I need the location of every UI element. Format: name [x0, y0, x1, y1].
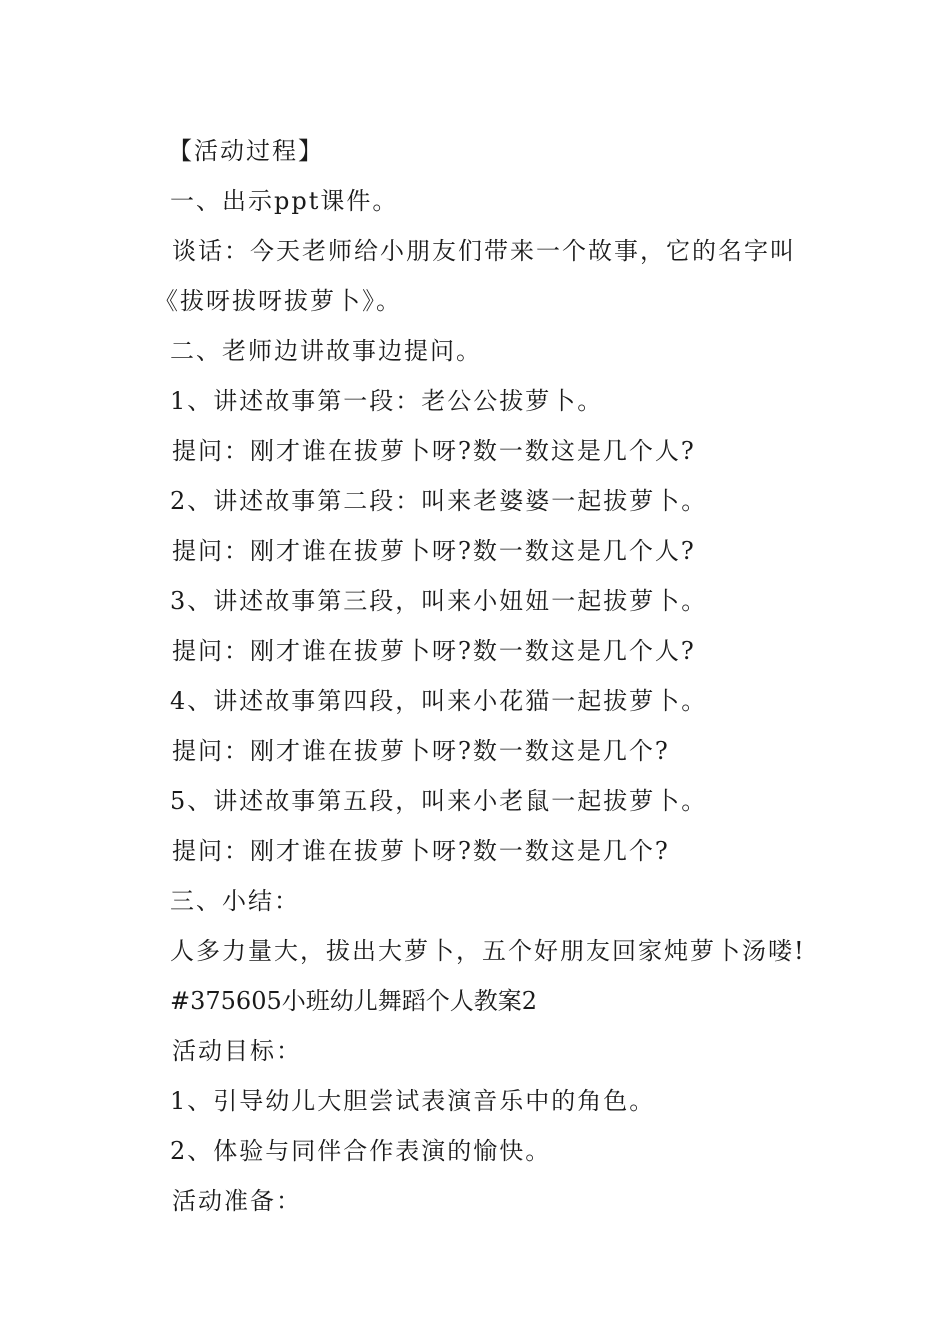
text-line: 《拔呀拔呀拔萝卜》。: [154, 287, 402, 315]
text-line: 二、老师边讲故事边提问。: [170, 337, 482, 365]
text-line: 1、讲述故事第一段：老公公拔萝卜。: [170, 387, 604, 415]
text-line: 谈话：今天老师给小朋友们带来一个故事，它的名字叫: [172, 237, 796, 265]
text-line: 提问：刚才谁在拔萝卜呀?数一数这是几个?: [172, 837, 670, 865]
text-line: 一、出示ppt课件。: [170, 187, 399, 215]
text-line: 2、体验与同伴合作表演的愉快。: [170, 1137, 552, 1165]
text-line: 提问：刚才谁在拔萝卜呀?数一数这是几个人?: [172, 537, 696, 565]
document-title: #375605小班幼儿舞蹈个人教案2: [170, 987, 537, 1015]
text-line: 3、讲述故事第三段，叫来小妞妞一起拔萝卜。: [170, 587, 708, 615]
text-line: 提问：刚才谁在拔萝卜呀?数一数这是几个人?: [172, 437, 696, 465]
text-line: 活动目标：: [172, 1037, 302, 1065]
text-line: 提问：刚才谁在拔萝卜呀?数一数这是几个?: [172, 737, 670, 765]
text-line: 人多力量大，拔出大萝卜，五个好朋友回家炖萝卜汤喽!: [170, 937, 806, 965]
text-line: 1、引导幼儿大胆尝试表演音乐中的角色。: [170, 1087, 656, 1115]
text-line: 提问：刚才谁在拔萝卜呀?数一数这是几个人?: [172, 637, 696, 665]
text-line: 4、讲述故事第四段，叫来小花猫一起拔萝卜。: [170, 687, 708, 715]
text-line: 三、小结：: [170, 887, 300, 915]
text-line: 活动准备：: [172, 1187, 302, 1215]
section-heading: 【活动过程】: [168, 137, 324, 165]
text-line: 2、讲述故事第二段：叫来老婆婆一起拔萝卜。: [170, 487, 708, 515]
text-line: 5、讲述故事第五段，叫来小老鼠一起拔萝卜。: [170, 787, 708, 815]
